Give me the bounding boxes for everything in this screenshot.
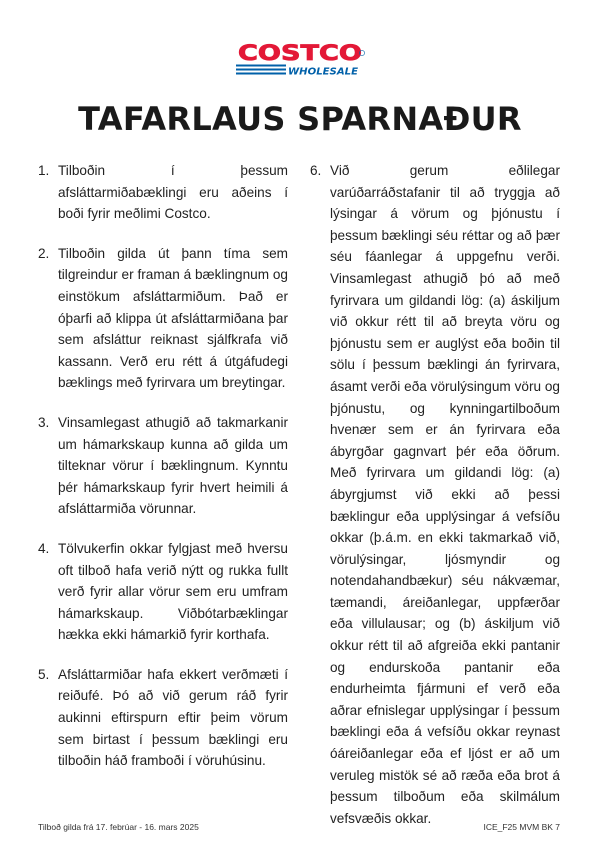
term-number: 6. [310, 163, 322, 178]
logo-costco-text: COSTCO [238, 41, 362, 65]
term-text: Vinsamlegast athugið að takmarkanir um hámarkskaup kunna að gilda um tilteknar vörur í bæklingnum. Kynntu þér hámarkskaup fyrir hvert heimili á afsláttarmiða vörunnar. [58, 414, 288, 517]
page-title: TAFARLAUS SPARNAÐUR [78, 100, 522, 138]
term-item-6 [310, 160, 560, 829]
term-number: 5. [38, 666, 50, 682]
terms-column-right [310, 160, 560, 847]
term-item-3 [38, 412, 288, 520]
term-text: Afsláttarmiðar hafa ekkert verðmæti í reiðufé. Þó að við gerum ráð fyrir aukinni eftirspurn eftir þeim vörum sem birtast í þessum bæklingi eru tilboðin háð framboði í vöruhúsinu. [58, 666, 288, 769]
footer-validity: Tilboð gilda frá 17. febrúar - 16. mars 2025 [38, 822, 199, 832]
term-item-5 [38, 664, 288, 772]
term-item-1 [38, 160, 288, 225]
term-text: Tilboðin í þessum afsláttarmiðabæklingi eru aðeins í boði fyrir meðlimi Costco. [58, 163, 288, 222]
footer-code: ICE_F25 MVM BK 7 [483, 822, 560, 832]
term-item-4 [38, 538, 288, 646]
term-number: 1. [38, 163, 50, 178]
term-text: Tilboðin gilda út þann tíma sem tilgreindur er framan á bæklingnum og einstökum afsláttarmiðum. Það er óþarfi að klippa út afsláttarmiðana þar sem afsláttur reiknast sjálfkrafa við kassann. Verð eru rétt á útgáfudegi bæklings með fyrirvara um breytingar. [58, 245, 288, 391]
costco-wholesale-logo [232, 41, 368, 79]
term-text: Tölvukerfin okkar fylgjast með hversu oft tilboð hafa verið nýtt og rukka fullt verð fyrir allar vörur sem eru umfram hámarkskaup. Viðbótarbæklingar hækka ekki hámarkið fyrir korthafa. [58, 540, 288, 643]
term-item-2 [38, 243, 288, 394]
term-number: 4. [38, 540, 50, 556]
term-text: Við gerum eðlilegar varúðarráðstafanir til að tryggja að lýsingar á vörum og þjónustu í þessum bæklingi séu réttar og að þær séu fáanlegar á uppgefnu verði. Vinsamlegast athugið þó að með fyrirvara um gildandi lög: (a) áskiljum við okkur rétt til að breyta vöru og þjónustu sem er auglýst eða boðin til sölu í þessum bæklingi án fyrirvara, ásamt verði eða vörulýsingum vöru og þjónustu, og kynningartilboðum hvenær sem er án fyrirvara eða ábyrgðar gagnvart þér eða öðrum. Með fyrirvara um gildandi lög: (a) ábyrgjumst við ekki að þessi bæklingur eða upplýsingar á vefsíðu okkar (þ.á.m. en ekki takmarkað við, vörulýsingar, ljósmyndir og notendahandbækur) séu nákvæmar, tæmandi, áreiðanlegar, uppfærðar eða villulausar; og (b) áskiljum við okkur rétt til að afgreiða ekki pantanir og endurskoða pantanir eða endurheimta fjármuni ef verð eða aðrar efnislegar upplýsingar í þessum bæklingi eða á vefsíðu okkar reynast óáreiðanlegar eða ef ljóst er að um veruleg mistök sé að ræða eða brot á þessum tilboðum eða skilmálum vefsvæðis okkar. [330, 163, 560, 826]
term-number: 2. [38, 245, 50, 261]
terms-column-left [38, 160, 288, 790]
term-number: 3. [38, 414, 50, 430]
logo-wholesale-text: WHOLESALE [288, 66, 359, 78]
